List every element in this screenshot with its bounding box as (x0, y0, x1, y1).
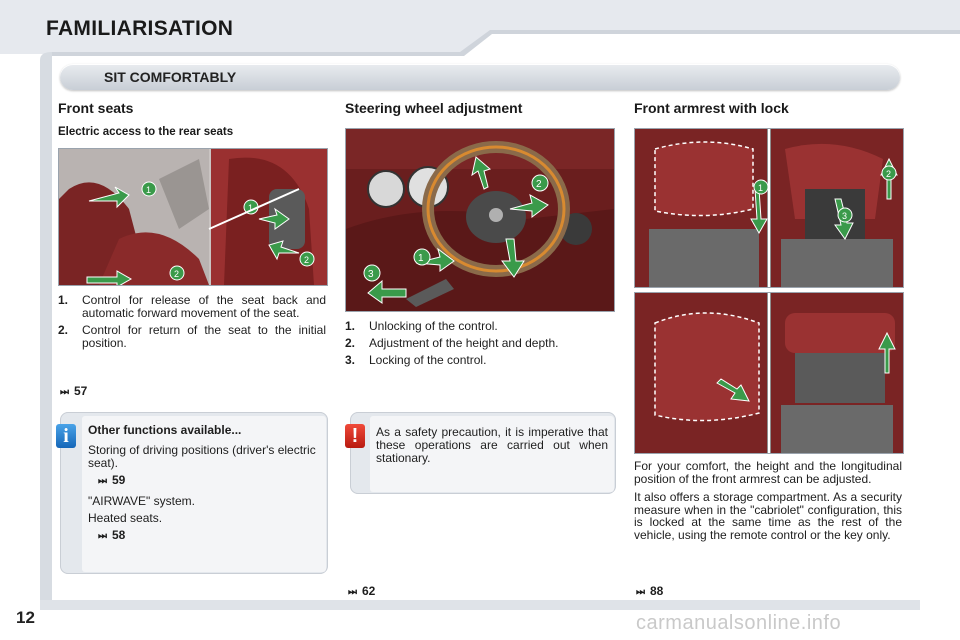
armrest-title: Front armrest with lock (634, 100, 789, 116)
svg-text:3: 3 (842, 211, 848, 221)
steering-title: Steering wheel adjustment (345, 100, 523, 116)
front-seats-list (58, 294, 326, 354)
list-item (58, 294, 326, 320)
item-number: 3. (345, 353, 356, 367)
section-header (60, 64, 900, 90)
armrest-paragraph: It also offers a storage compartment. As a security measure when in the "cabriolet" configuration, this is locked at the same time as the rest of the vehicle, using the remote control or the key only. (634, 490, 902, 542)
list-item (58, 324, 326, 350)
steering-list (345, 320, 617, 371)
page-title: FAMILIARISATION (46, 17, 234, 40)
item-text: Locking of the control. (369, 353, 487, 367)
info-icon: i (56, 424, 76, 448)
armrest-description (634, 460, 902, 541)
warning-text: As a safety precaution, it is imperative that these operations are carried out when stationary. (376, 425, 608, 465)
page-ref-number: 62 (362, 584, 376, 598)
item-number: 2. (345, 336, 356, 350)
page-ref-icon: ⏭ (98, 476, 107, 487)
armrest-photo-top (634, 128, 904, 288)
svg-text:2: 2 (536, 179, 542, 190)
info-line: Heated seats. (88, 511, 163, 525)
page-ref-number: 88 (650, 584, 664, 598)
svg-text:1: 1 (146, 185, 152, 195)
section-header-label: SIT COMFORTABLY (104, 69, 237, 85)
item-text: Control for release of the seat back and automatic forward movement of the seat. (82, 293, 326, 320)
armrest-photo-bottom (634, 292, 904, 454)
item-text: Control for return of the seat to the initial position. (82, 323, 326, 350)
item-number: 1. (345, 319, 356, 333)
info-line: Storing of driving positions (driver's electric seat). (88, 443, 316, 470)
armrest-paragraph: For your comfort, the height and the longitudinal position of the front armrest can be adjusted. (634, 459, 902, 486)
item-number: 2. (58, 323, 69, 337)
item-number: 1. (58, 293, 69, 307)
page-ref-number: 58 (112, 528, 126, 542)
steering-page-ref[interactable] (348, 584, 375, 598)
svg-text:3: 3 (368, 269, 374, 280)
page-ref-icon: ⏭ (60, 387, 69, 398)
front-seats-subtitle: Electric access to the rear seats (58, 126, 234, 138)
svg-text:2: 2 (886, 169, 892, 179)
svg-text:1: 1 (248, 203, 254, 213)
info-page-ref[interactable] (98, 474, 322, 488)
svg-text:2: 2 (304, 255, 310, 265)
page-ref-icon: ⏭ (348, 587, 357, 598)
info-page-ref[interactable] (98, 529, 322, 543)
page-ref-icon: ⏭ (636, 587, 645, 598)
svg-text:2: 2 (174, 269, 180, 279)
svg-text:1: 1 (758, 183, 764, 193)
info-box-title: Other functions available... (88, 423, 242, 437)
warning-icon: ! (345, 424, 365, 448)
front-seats-title: Front seats (58, 100, 134, 116)
info-line: "AIRWAVE" system. (88, 494, 195, 508)
item-text: Adjustment of the height and depth. (369, 336, 559, 350)
item-text: Unlocking of the control. (369, 319, 498, 333)
page-ref-number: 59 (112, 473, 126, 487)
seat-photo (58, 148, 328, 286)
list-item (345, 320, 617, 333)
list-item (345, 337, 617, 350)
svg-text:1: 1 (418, 253, 424, 264)
info-box-content (88, 424, 322, 543)
page-ref-number: 57 (74, 384, 88, 398)
page-number: 12 (16, 608, 35, 627)
page-ref-icon: ⏭ (98, 531, 107, 542)
list-item (345, 354, 617, 367)
armrest-page-ref[interactable] (636, 584, 663, 598)
watermark: carmanualsonline.info (636, 612, 842, 634)
front-seats-page-ref[interactable] (60, 384, 87, 398)
steering-photo (345, 128, 615, 312)
